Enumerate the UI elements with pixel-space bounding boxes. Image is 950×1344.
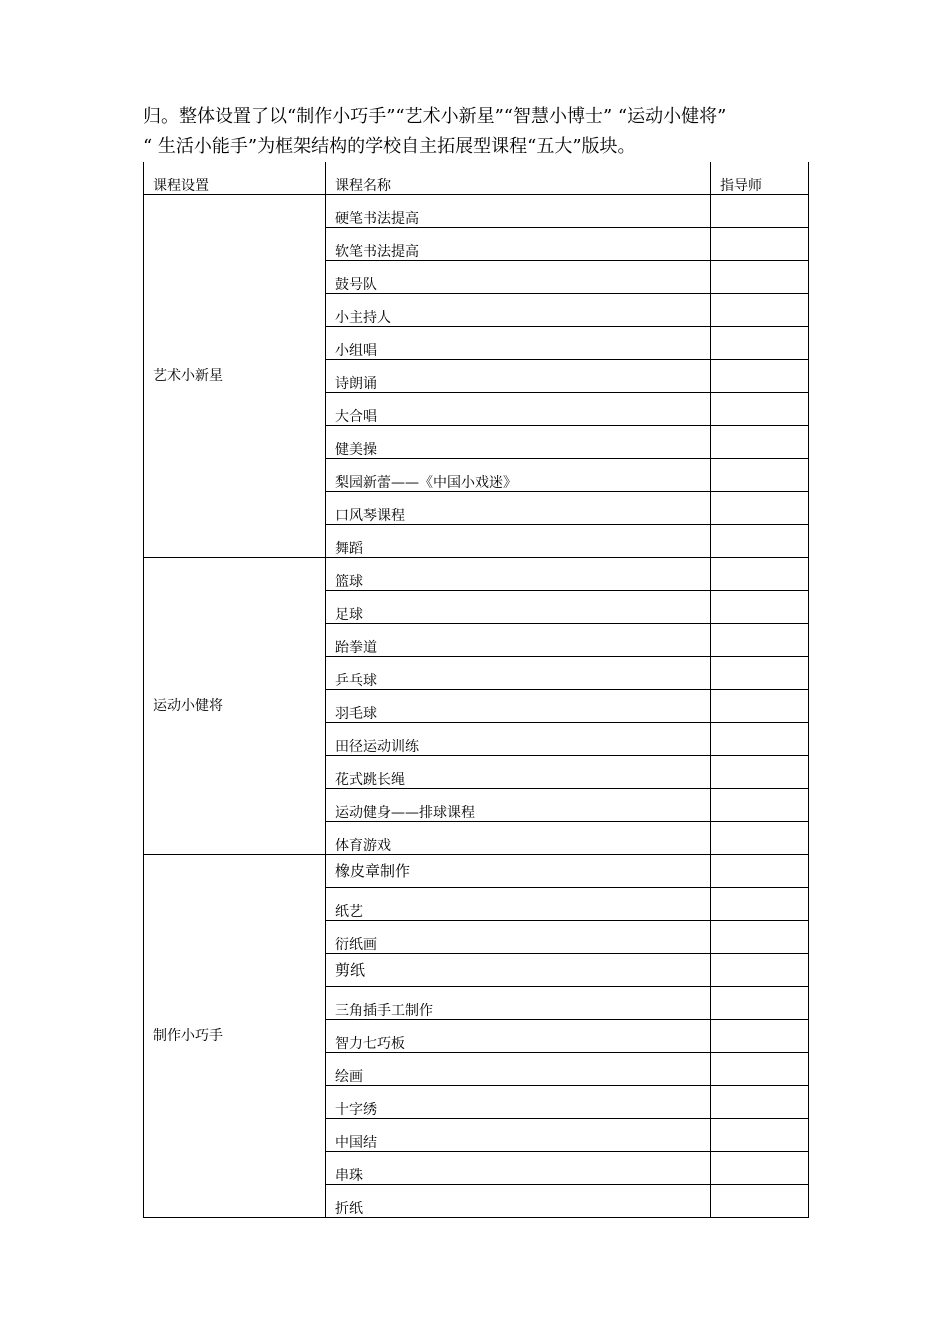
category-cell: 艺术小新星: [144, 195, 326, 558]
course-name: 体育游戏: [326, 822, 711, 855]
teacher-cell: [711, 822, 809, 855]
teacher-cell: [711, 921, 809, 954]
teacher-cell: [711, 360, 809, 393]
course-name: 橡皮章制作: [326, 855, 711, 888]
teacher-cell: [711, 426, 809, 459]
course-name: 运动健身——排球课程: [326, 789, 711, 822]
course-name: 折纸: [326, 1185, 711, 1218]
teacher-cell: [711, 624, 809, 657]
category-cell: 制作小巧手: [144, 855, 326, 1218]
course-name: 羽毛球: [326, 690, 711, 723]
course-name: 智力七巧板: [326, 1020, 711, 1053]
teacher-cell: [711, 261, 809, 294]
teacher-cell: [711, 558, 809, 591]
teacher-cell: [711, 723, 809, 756]
course-name: 十字绣: [326, 1086, 711, 1119]
course-name: 篮球: [326, 558, 711, 591]
teacher-cell: [711, 591, 809, 624]
course-name: 串珠: [326, 1152, 711, 1185]
course-name: 足球: [326, 591, 711, 624]
course-name: 大合唱: [326, 393, 711, 426]
teacher-cell: [711, 789, 809, 822]
teacher-cell: [711, 327, 809, 360]
teacher-cell: [711, 228, 809, 261]
course-name: 诗朗诵: [326, 360, 711, 393]
course-name: 剪纸: [326, 954, 711, 987]
header-course: 课程名称: [326, 162, 711, 195]
intro-line-2: “ 生活小能手”为框架结构的学校自主拓展型课程“五大”版块。: [143, 136, 636, 157]
course-name: 三角插手工制作: [326, 987, 711, 1020]
teacher-cell: [711, 1152, 809, 1185]
teacher-cell: [711, 756, 809, 789]
table-header-row: [144, 162, 809, 195]
intro-paragraph: [143, 102, 813, 162]
table-row: [144, 195, 809, 228]
table-row: [144, 558, 809, 591]
course-name: 小组唱: [326, 327, 711, 360]
teacher-cell: [711, 987, 809, 1020]
course-name: 中国结: [326, 1119, 711, 1152]
teacher-cell: [711, 888, 809, 921]
header-category: 课程设置: [144, 162, 326, 195]
course-name: 口风琴课程: [326, 492, 711, 525]
course-name: 舞蹈: [326, 525, 711, 558]
course-name: 衍纸画: [326, 921, 711, 954]
teacher-cell: [711, 492, 809, 525]
course-name: 田径运动训练: [326, 723, 711, 756]
course-name: 硬笔书法提高: [326, 195, 711, 228]
teacher-cell: [711, 1086, 809, 1119]
category-cell: 运动小健将: [144, 558, 326, 855]
teacher-cell: [711, 855, 809, 888]
course-name: 软笔书法提高: [326, 228, 711, 261]
course-name: 乒乓球: [326, 657, 711, 690]
course-name: 绘画: [326, 1053, 711, 1086]
course-name: 小主持人: [326, 294, 711, 327]
teacher-cell: [711, 690, 809, 723]
course-name: 跆拳道: [326, 624, 711, 657]
teacher-cell: [711, 195, 809, 228]
teacher-cell: [711, 954, 809, 987]
teacher-cell: [711, 1119, 809, 1152]
course-name: 鼓号队: [326, 261, 711, 294]
teacher-cell: [711, 1185, 809, 1218]
intro-line-1: 归。整体设置了以“制作小巧手”“艺术小新星”“智慧小博士” “运动小健将”: [143, 106, 727, 127]
teacher-cell: [711, 657, 809, 690]
course-name: 健美操: [326, 426, 711, 459]
course-name: 纸艺: [326, 888, 711, 921]
teacher-cell: [711, 1053, 809, 1086]
course-name: 花式跳长绳: [326, 756, 711, 789]
course-table: [143, 162, 809, 1218]
course-name: 梨园新蕾——《中国小戏迷》: [326, 459, 711, 492]
table-row: [144, 855, 809, 888]
teacher-cell: [711, 393, 809, 426]
teacher-cell: [711, 459, 809, 492]
header-teacher: 指导师: [711, 162, 809, 195]
teacher-cell: [711, 1020, 809, 1053]
teacher-cell: [711, 525, 809, 558]
teacher-cell: [711, 294, 809, 327]
